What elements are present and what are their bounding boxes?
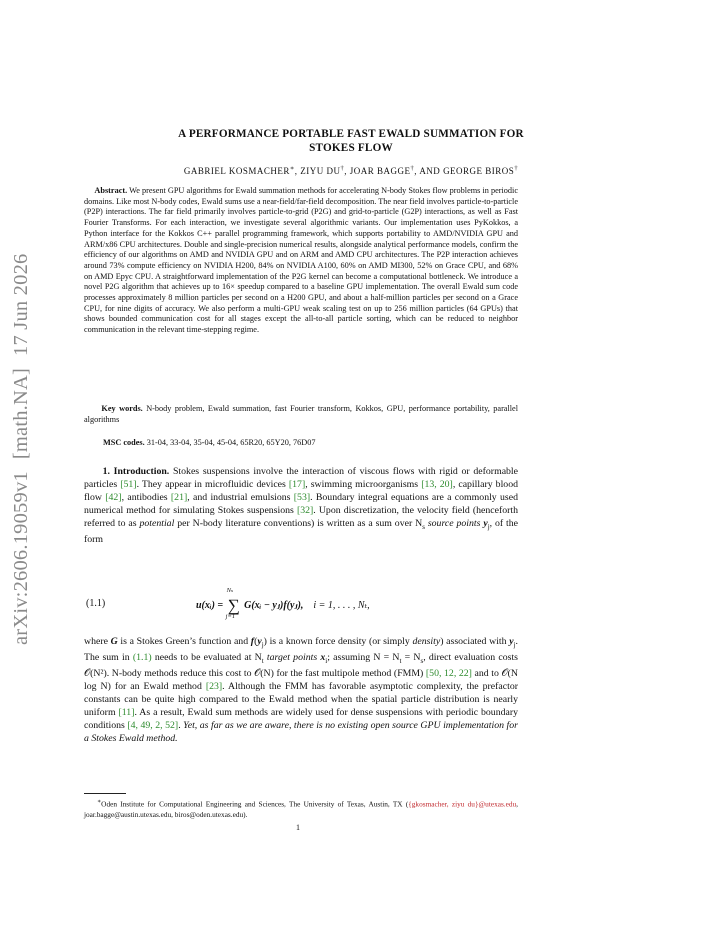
subscript: s [422, 522, 425, 531]
arxiv-category: [math.NA] [10, 367, 32, 460]
text-run: where [84, 636, 111, 647]
citation-link[interactable]: [17] [288, 478, 306, 490]
italic-run: source points [427, 517, 481, 529]
title-line-2: STOKES FLOW [309, 141, 393, 154]
author-and: AND [419, 166, 441, 176]
title-line-1: A PERFORMANCE PORTABLE FAST EWALD SUMMATION FOR [178, 128, 524, 140]
math-symbol: y [483, 517, 488, 529]
subscript: j [261, 640, 264, 649]
math-symbol: x [320, 651, 326, 663]
sum-operator [225, 587, 242, 620]
section-number: 1. [102, 466, 110, 477]
author-1: GABRIEL KOSMACHER [183, 166, 290, 176]
author-sep: , [294, 166, 301, 176]
abstract-label: Abstract. [94, 186, 128, 195]
author-sep: , [344, 166, 350, 176]
text-run: Stokes suspensions involve the interaction of viscous flows with rigid or deformable particles [84, 466, 519, 490]
citation-link[interactable]: [4, 49, 2, 52] [127, 719, 179, 731]
subscript: s [420, 656, 424, 665]
text-run: . Boundary integral equations are a commonly used numerical method for simulating Stokes suspensions [84, 491, 518, 516]
paper-title [84, 128, 618, 155]
author-4-mark: † [514, 165, 519, 172]
subscript: t [261, 656, 264, 665]
equation-1-1 [84, 586, 518, 626]
footnote [84, 797, 518, 820]
citation-link[interactable]: [53] [293, 491, 311, 503]
author-1-mark: ∗ [289, 165, 295, 172]
abstract-text: We present GPU algorithms for Ewald summation methods for accelerating N-body Stokes flow problems in periodic domains. Like most N-body codes, Ewald sums use a near-field/far-field decomposition. The near field involves particle-to-particle (P2P) interactions. The far field primarily involves particle-to-grid (P2G) and grid-to-particle (G2P) interactions, as well as Fast Fourier Transforms. For each interaction, we investigate several algorithmic variants. Our implementation uses PyKokkos, a Python interface for the Kokkos C++ parallel programming framework, which supports portability to AMD/NVIDIA GPU and ARM/x86 CPU architectures. Double and single-precision numerical results, alongside analytical performance models, confirm the efficiency of our algorithms on AMD and NVIDIA GPU and on ARM and AMD CPU architectures. The P2P interaction achieves around 73% compute efficiency on NVIDIA H200, 84% on NVIDIA A100, 60% on AMD MI300, 52% on Grace CPU, and 68% on AMD Epyc CPU. A straightforward implementation of the P2G kernel can become a computational bottleneck. We introduce a novel P2G algorithm that achieves up to 16× speedup compared to a baseline GPU implementation. The overall Ewald sum code processes approximately 8 million particles per second on a H200 GPU, and about a half-million particles per second on a Grace CPU, for nine digits of accuracy. We also perform a multi-GPU weak scaling test on up to 256 million particles (64 GPUs) that shows bounded communication cost for all stages except the all-to-all particle sorting, which can be reduced to neighbor communication in the relevant time-stepping regime. [84, 186, 518, 335]
text-run: needs to be evaluated at N [151, 651, 262, 663]
italic-run: Yet, as far as we are aware, there is no existing open source GPU implementation for a Stokes Ewald method. [84, 719, 518, 744]
text-run: , of the form [84, 517, 519, 545]
text-run: . The sum in [84, 636, 518, 663]
italic-run: target points [266, 651, 318, 663]
sum-lower-limit: j=1 [225, 613, 236, 620]
equation-body [196, 587, 370, 620]
text-run: . Upon discretization, the velocity field (henceforth referred to as [84, 504, 519, 529]
author-3: JOAR BAGGE [349, 166, 411, 176]
intro-p2-runs [84, 636, 518, 744]
abstract [84, 186, 518, 336]
text-run: ; assuming N = N [327, 651, 400, 663]
paragraph-after-equation [84, 636, 518, 746]
equation-lhs: u(xᵢ) = [196, 600, 224, 611]
author-2-mark: † [340, 165, 345, 172]
author-3-mark: † [410, 165, 415, 172]
footnote-text-1: Oden Institute for Computational Engineering and Sciences, The University of Texas, Austin, TX ( [101, 799, 409, 809]
citation-link[interactable]: [21] [170, 491, 188, 503]
citation-link[interactable]: [50, 12, 22] [425, 667, 472, 679]
footnote-emails-link[interactable]: {gkosmacher, ziyu du}@utexas.edu [408, 799, 517, 809]
equation-range: i = 1, . . . , Nₜ, [313, 600, 370, 611]
author-2: ZIYU DU [300, 166, 341, 176]
text-run: . Although the FMM has favorable asymptotic complexity, the prefactor constants can be quite high compared to the Ewald method when the spatial particle distribution is nearly uniform [84, 680, 518, 718]
introduction-paragraph [84, 466, 518, 547]
section-heading: Introduction. [113, 466, 170, 477]
text-run: . They appear in microfluidic devices [136, 478, 289, 490]
arxiv-id: arXiv:2606.19059v1 [10, 471, 32, 645]
citation-link[interactable]: (1.1) [132, 651, 152, 663]
footnote-rule [84, 793, 126, 794]
text-run: . [178, 719, 184, 731]
subscript: i [325, 656, 328, 665]
math-symbol: y [509, 636, 514, 647]
intro-p1-runs [84, 466, 518, 545]
text-run: , antibodies [121, 491, 171, 503]
citation-link[interactable]: [13, 20] [421, 478, 453, 490]
page-number: 1 [296, 823, 300, 832]
msc-label: MSC codes. [103, 438, 145, 447]
keywords-text: N-body problem, Ewald summation, fast Fourier transform, Kokkos, GPU, performance portability, parallel algorithms [84, 404, 519, 424]
text-run: ) associated with [440, 636, 510, 647]
math-symbol: G [110, 636, 118, 647]
math-symbol: f [250, 636, 255, 647]
msc-text: 31-04, 33-04, 35-04, 45-04, 65R20, 65Y20, 76D07 [146, 438, 316, 447]
text-run: ( [254, 636, 258, 647]
citation-link[interactable]: [23] [205, 680, 223, 692]
text-run: = N [401, 651, 421, 663]
author-list [84, 164, 618, 176]
text-run: , and industrial emulsions [187, 491, 294, 503]
text-run: is a Stokes Green’s function and [117, 636, 251, 647]
text-run: , direct evaluation costs 𝒪(N²). N-body methods reduce this cost to 𝒪(N) for the fast multipole method (FMM) [84, 651, 518, 679]
sigma-symbol: ∑ [227, 596, 240, 615]
subscript: j [513, 640, 516, 649]
keywords-label: Key words. [101, 404, 143, 413]
italic-run: density [412, 636, 441, 647]
sum-upper-limit: Nₛ [226, 587, 234, 594]
arxiv-date: 17 Jun 2026 [10, 253, 32, 356]
equation-rhs: G(xᵢ − yⱼ)f(yⱼ), [244, 600, 304, 611]
footnote-text-2: , joar.bagge@austin.utexas.edu, biros@oden.utexas.edu). [84, 799, 518, 819]
text-run: . As a result, Ewald sum methods are widely used for dense suspensions with periodic boundary conditions [84, 706, 518, 731]
arxiv-stamp [10, 242, 33, 645]
keywords [84, 404, 518, 425]
citation-link[interactable]: [51] [120, 478, 137, 490]
author-4: GEORGE BIROS [443, 166, 515, 176]
text-run: ) is a known force density (or simply [263, 636, 413, 647]
subscript: t [399, 656, 402, 665]
text-run: per N-body literature conventions) is written as a sum over N [174, 517, 423, 529]
citation-link[interactable]: [11] [118, 706, 135, 718]
msc-codes [103, 438, 315, 447]
author-sep: , [414, 166, 420, 176]
text-run: and to 𝒪(N log N) for an Ewald method [84, 667, 518, 692]
footnote-mark: ∗ [97, 799, 102, 805]
equation-number: (1.1) [86, 598, 106, 609]
text-run: , swimming microorganisms [305, 478, 422, 490]
citation-link[interactable]: [42] [105, 491, 122, 503]
italic-run: potential [139, 517, 175, 529]
text-run: , capillary blood flow [84, 478, 518, 503]
math-symbol: y [257, 636, 262, 647]
citation-link[interactable]: [32] [296, 504, 314, 516]
subscript: j [487, 522, 490, 531]
